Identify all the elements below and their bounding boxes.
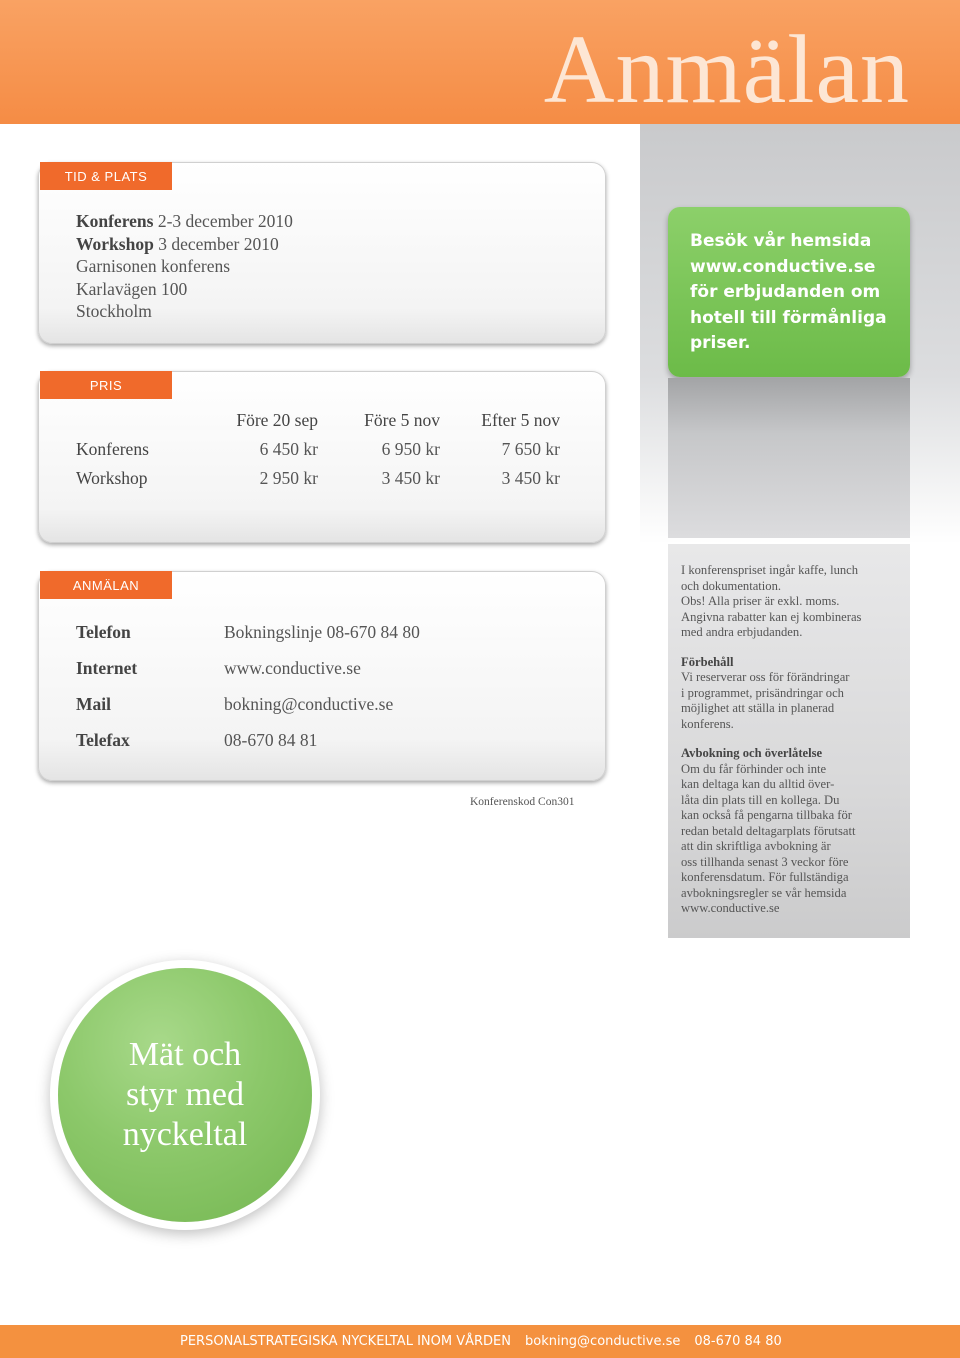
contact-phone[interactable]: Bokningslinje 08-670 84 80	[224, 622, 420, 642]
contact-label: Internet	[76, 658, 138, 678]
price-header-col1: Före 20 sep	[236, 410, 318, 430]
anmalan-tab: ANMÄLAN	[40, 571, 172, 599]
contact-row-mail	[76, 694, 576, 730]
circle-line: Mät och	[128, 1036, 242, 1073]
contact-label: Telefon	[76, 622, 131, 642]
price-cell: 7 650 kr	[501, 439, 560, 459]
nyckeltal-circle	[58, 968, 312, 1222]
price-row-label: Konferens	[76, 439, 149, 459]
info-line-city: Stockholm	[76, 301, 152, 321]
price-table	[76, 410, 576, 497]
notes-avbokning: Avbokning och överlåtelse Om du får förhinder och inte kan deltaga kan du alltid över- låta din plats till en kollega. Du kan också få pengarna tillbaka för redan betald deltagarplats förutsatt att din skriftliga avbokning är oss tillhanda senast 3 veckor före konferensdatum. För fullständiga avbokningsregler se vår hemsida www.conductive.se	[681, 746, 856, 915]
promo-line: Besök vår hemsida	[690, 231, 872, 251]
contact-label: Mail	[76, 694, 111, 714]
notes-website-link[interactable]: www.conductive.se	[681, 901, 780, 915]
website-promo-box[interactable]	[668, 207, 910, 377]
contact-row-internet	[76, 658, 576, 694]
notes-text	[681, 563, 907, 931]
price-row-konferens	[76, 439, 576, 468]
price-cell: 6 950 kr	[381, 439, 440, 459]
info-line-venue: Garnisonen konferens	[76, 256, 231, 276]
promo-website-link[interactable]: www.conductive.se	[690, 256, 876, 277]
contact-row-telefon	[76, 622, 576, 658]
header-band	[0, 0, 960, 124]
price-cell: 2 950 kr	[259, 468, 318, 488]
page-title: Anmälan	[543, 16, 910, 124]
price-header-row	[76, 410, 576, 439]
price-cell: 3 450 kr	[381, 468, 440, 488]
price-row-label: Workshop	[76, 468, 148, 488]
footer-phone: 08-670 84 80	[694, 1334, 782, 1349]
price-row-workshop	[76, 468, 576, 497]
info-line-konferens: Konferens 2-3 december 2010	[76, 211, 293, 231]
notes-forbehall: Förbehåll Vi reserverar oss för förändringar i programmet, prisändringar och möjlighet att ställa in planerad konferens.	[681, 654, 850, 731]
gray-shadow-box	[668, 378, 910, 538]
info-line-address: Karlavägen 100	[76, 278, 188, 299]
contact-list	[76, 622, 576, 766]
info-line-workshop: Workshop 3 december 2010	[76, 233, 279, 254]
forbehall-heading: Förbehåll	[681, 654, 734, 669]
promo-line: hotell till förmånliga	[690, 307, 887, 328]
promo-line: för erbjudanden om	[690, 282, 881, 302]
contact-website-link[interactable]: www.conductive.se	[224, 658, 361, 678]
tid-plats-tab: TID & PLATS	[40, 162, 172, 190]
promo-line: priser.	[690, 333, 751, 353]
contact-label: Telefax	[76, 730, 130, 750]
price-header-col2: Före 5 nov	[364, 410, 440, 430]
footer-email-link[interactable]: bokning@conductive.se	[524, 1334, 681, 1349]
circle-line: styr med	[125, 1076, 245, 1113]
footer-title: PERSONALSTRATEGISKA NYCKELTAL INOM VÅRDEN	[180, 1334, 511, 1349]
konferenskod: Konferenskod Con301	[470, 796, 575, 808]
circle-line: nyckeltal	[122, 1116, 248, 1153]
price-cell: 6 450 kr	[259, 439, 318, 459]
pris-tab: PRIS	[40, 371, 172, 399]
contact-email-link[interactable]: bokning@conductive.se	[224, 694, 394, 714]
price-cell: 3 450 kr	[501, 468, 560, 488]
contact-fax: 08-670 84 81	[224, 730, 318, 750]
notes-intro: I konferenspriset ingår kaffe, lunch och dokumentation. Obs! Alla priser är exkl. moms. Angivna rabatter kan ej kombineras med andra erbjudanden.	[681, 563, 862, 639]
tid-plats-info	[76, 210, 293, 323]
contact-row-telefax	[76, 730, 576, 766]
footer-bar	[0, 1325, 960, 1358]
avbokning-heading: Avbokning och överlåtelse	[681, 746, 823, 760]
price-header-col3: Efter 5 nov	[481, 410, 560, 430]
